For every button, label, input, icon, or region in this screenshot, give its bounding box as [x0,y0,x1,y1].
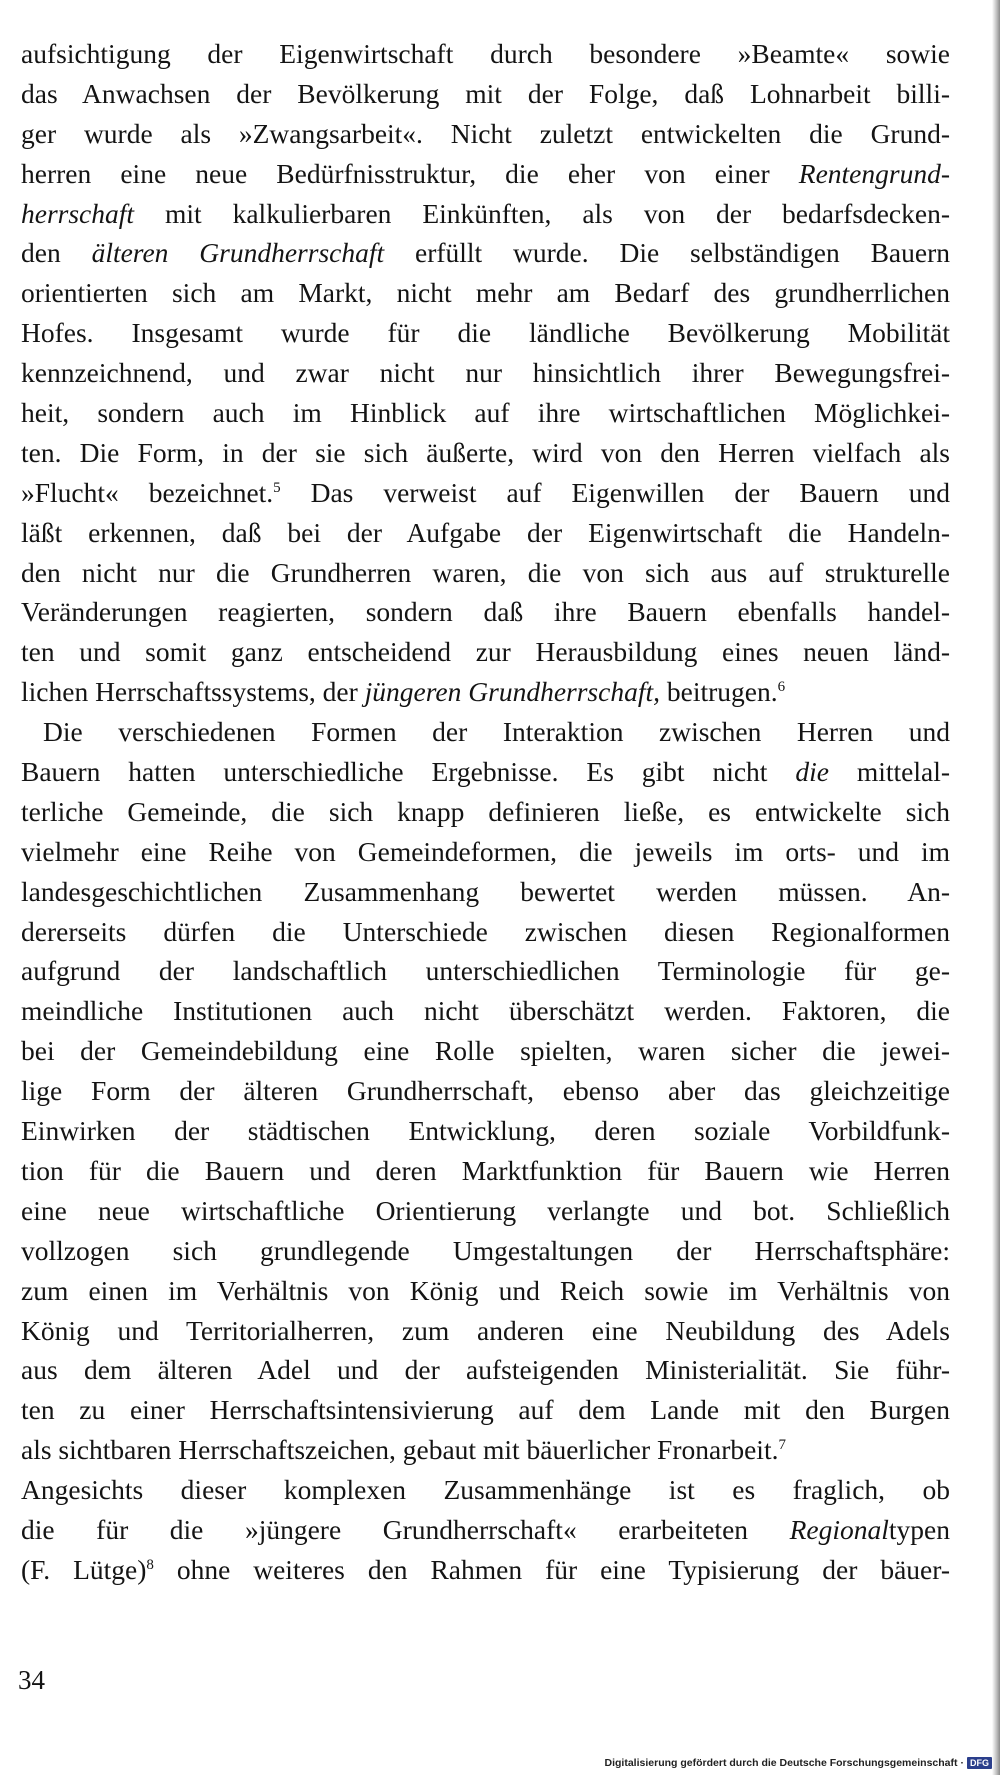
text-line: lige Form der älteren Grundherrschaft, ebenso aber das gleichzeitige [21,1075,950,1107]
text-line: König und Territorialherren, zum anderen eine Neubildung des Adels [21,1314,950,1346]
text-line: vollzogen sich grundlegende Umgestaltungen der Herrschaftsphäre: [21,1234,950,1266]
page-number: 34 [18,1665,45,1695]
emphasis: Regional [789,1513,889,1545]
text-line: herren eine neue Bedürfnisstruktur, die eher von einer Rentengrund- [21,157,950,189]
text-line: aus dem älteren Adel und der aufsteigenden Ministerialität. Sie führ- [21,1354,950,1386]
text-line: tion für die Bauern und deren Marktfunktion für Bauern wie Herren [21,1154,950,1186]
text-line: den älteren Grundherrschaft erfüllt wurde. Die selbständigen Bauern [21,237,950,269]
text-line: als sichtbaren Herrschaftszeichen, gebaut mit bäuerlicher Fronarbeit.$^7$ [21,1434,786,1466]
text-line: zum einen im Verhältnis von König und Reich sowie im Verhältnis von [21,1274,950,1306]
text-line: terliche Gemeinde, die sich knapp definieren ließe, es entwickelte sich [21,795,950,827]
text-line: »Flucht« bezeichnet.$^5$ Das verweist auf Eigenwillen der Bauern und [21,476,951,508]
dfg-logo: DFG [967,1757,992,1769]
digitization-credit: Digitalisierung gefördert durch die Deutsche Forschungsgemeinschaft · DFG [605,1757,992,1769]
footnote-marker: 8 [146,1556,154,1573]
text-line: vielmehr eine Reihe von Gemeindeformen, die jeweils im orts- und im [21,835,950,867]
text-line: (F. Lütge)$^8$ ohne weiteres den Rahmen für eine Typisierung der bäuer- [21,1553,950,1585]
text-line: ten. Die Form, in der sie sich äußerte, wird von den Herren vielfach als [21,436,950,468]
credit-text: Digitalisierung gefördert durch die Deutsche Forschungsgemeinschaft [604,1757,958,1769]
footnote-marker: 6 [777,679,786,696]
text-line: meindliche Institutionen auch nicht überschätzt werden. Faktoren, die [21,995,950,1027]
footnote-marker: 7 [778,1437,786,1454]
text-line: dererseits dürfen die Unterschiede zwischen diesen Regionalformen [21,915,950,947]
page-edge-shadow [992,0,1000,1775]
text-line: landesgeschichtlichen Zusammenhang bewertet werden müssen. An- [21,875,950,907]
text-line: heit, sondern auch im Hinblick auf ihre wirtschaftlichen Möglichkei- [21,397,950,429]
text-line: herrschaft mit kalkulierbaren Einkünften, als von der bedarfsdecken- [21,197,950,229]
text-line: ger wurde als »Zwangsarbeit«. Nicht zuletzt entwickelten die Grund- [21,117,950,149]
text-line: läßt erkennen, daß bei der Aufgabe der Eigenwirtschaft die Handeln- [21,516,950,548]
text-line: ten und somit ganz entscheidend zur Herausbildung eines neuen länd- [21,636,950,668]
emphasis: die [795,756,829,788]
text-line: eine neue wirtschaftliche Orientierung verlangte und bot. Schließlich [21,1194,950,1226]
emphasis: älteren Grundherrschaft [91,237,385,269]
text-line: bei der Gemeindebildung eine Rolle spielten, waren sicher die jewei- [21,1035,950,1067]
text-line: ten zu einer Herrschaftsintensivierung auf dem Lande mit den Burgen [21,1394,950,1426]
text-line: Bauern hatten unterschiedliche Ergebnisse. Es gibt nicht die mittelal- [21,756,950,788]
text-line: Die verschiedenen Formen der Interaktion zwischen Herren und [43,716,950,748]
footnote-marker: 5 [273,479,281,496]
text-line: Angesichts dieser komplexen Zusammenhänge ist es fraglich, ob [21,1474,950,1506]
text-line: orientierten sich am Markt, nicht mehr am Bedarf des grundherrlichen [21,277,950,309]
text-line: Hofes. Insgesamt wurde für die ländliche Bevölkerung Mobilität [21,317,950,349]
text-line: Veränderungen reagierten, sondern daß ihre Bauern ebenfalls handel- [21,596,950,628]
text-line: aufsichtigung der Eigenwirtschaft durch besondere »Beamte« sowie [21,38,950,69]
text-line: das Anwachsen der Bevölkerung mit der Folge, daß Lohnarbeit billi- [21,77,950,109]
text-line: den nicht nur die Grundherren waren, die von sich aus auf strukturelle [21,556,950,588]
text-line: aufgrund der landschaftlich unterschiedlichen Terminologie für ge- [21,955,950,987]
text-line: die für die »jüngere Grundherrschaft« erarbeiteten Regionaltypen [21,1513,950,1545]
body-text [21,34,950,1590]
emphasis: jüngeren Grundherrschaft, [364,676,660,708]
text-line: Einwirken der städtischen Entwicklung, deren soziale Vorbildfunk- [21,1115,950,1147]
emphasis: Rentengrund- [798,157,950,189]
text-line: lichen Herrschaftssystems, der jüngeren Grundherrschaft, beitrugen.$^6$ [21,676,786,708]
text-line: kennzeichnend, und zwar nicht nur hinsichtlich ihrer Bewegungsfrei- [21,357,950,389]
emphasis: herrschaft [21,197,135,229]
